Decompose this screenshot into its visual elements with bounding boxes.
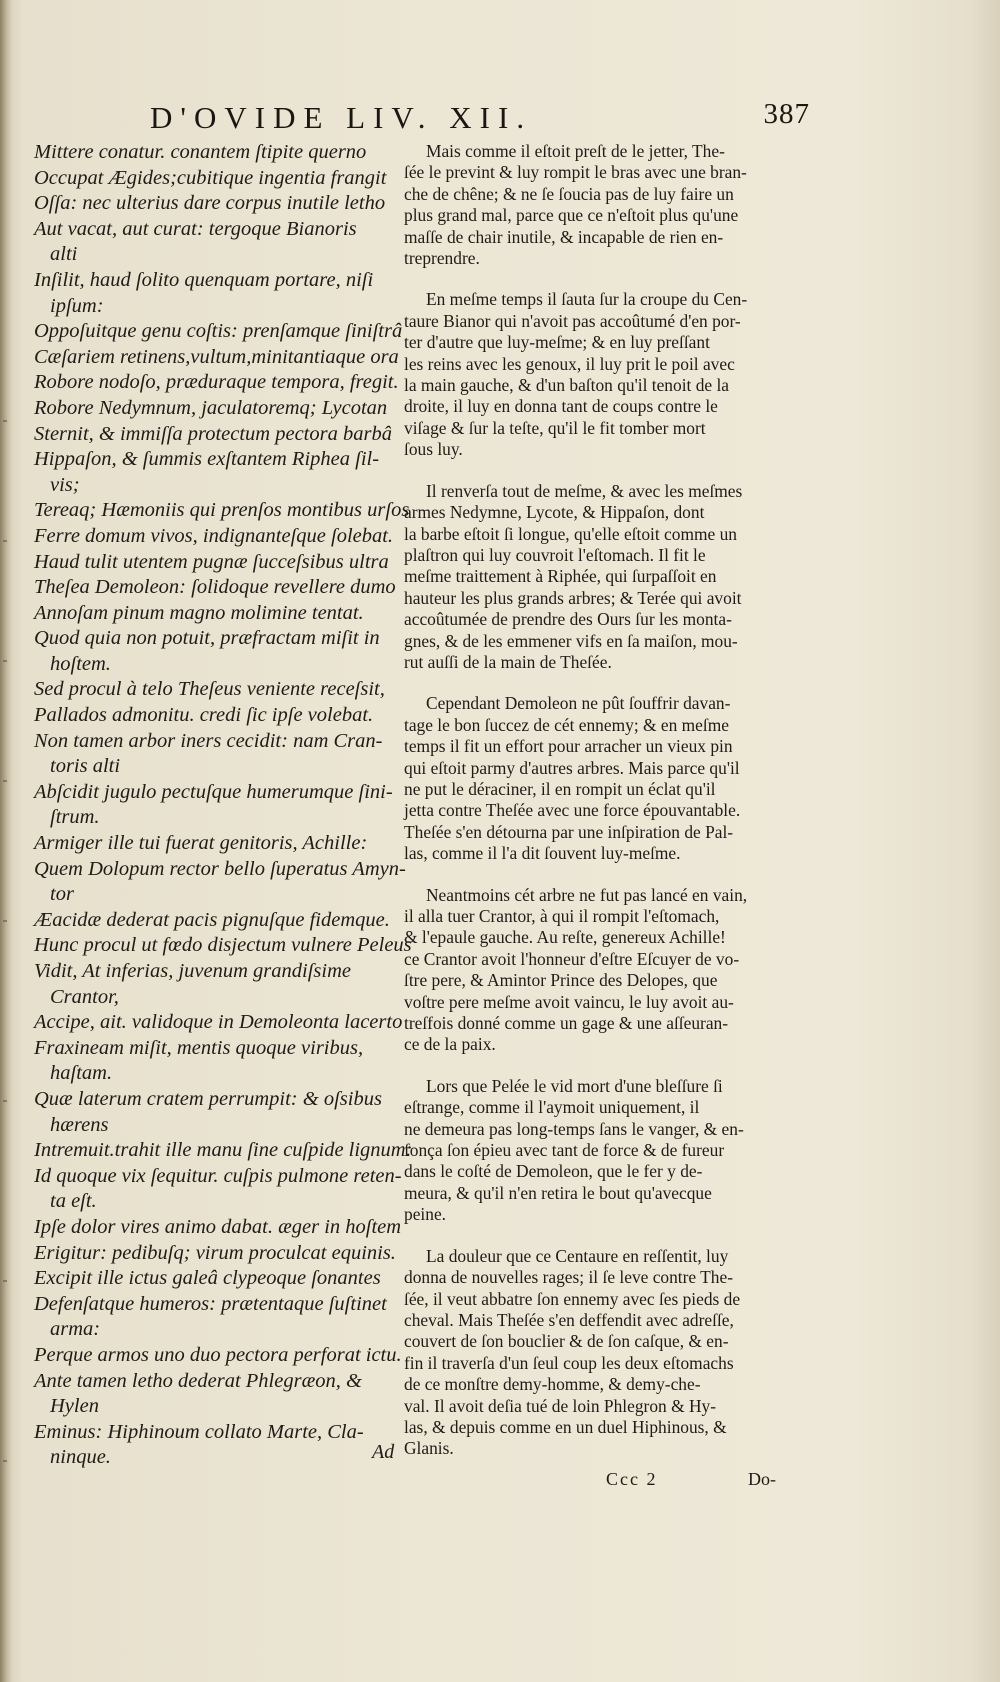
verse-line: Ferre domum vivos, indignanteſque ſolebat. — [34, 524, 394, 547]
prose-paragraph — [404, 1246, 788, 1460]
prose-line: & l'epaule gauche. Au reſte, genereux Achille! — [404, 927, 726, 948]
verse-line: haſtam. — [50, 1062, 113, 1085]
verse-line: Fraxineam miſit, mentis quoque viribus, — [34, 1036, 364, 1059]
verse-line: hærens — [50, 1113, 109, 1136]
prose-line: qui eſtoit parmy d'autres arbres. Mais parce qu'il — [404, 757, 740, 778]
verse-line: Sed procul à telo Theſeus veniente receſsit, — [34, 678, 385, 701]
prose-paragraph — [404, 1076, 788, 1226]
prose-line: il alla tuer Crantor, à qui il rompit l'eſtomach, — [404, 906, 720, 926]
verse-line: Ipſe dolor vires animo dabat. æger in hoſtem — [34, 1215, 402, 1238]
prose-line: Il renverſa tout de meſme, & avec les meſmes — [426, 480, 743, 501]
prose-line: droite, il luy en donna tant de coups contre le — [404, 396, 718, 417]
prose-line: viſage & ſur la teſte, qu'il le fit tomber mort — [404, 417, 706, 438]
verse-line: arma: — [50, 1318, 101, 1341]
prose-line: donna de nouvelles rages; il ſe leve contre The- — [404, 1267, 734, 1288]
prose-line: En meſme temps il ſauta ſur la croupe du Cen- — [426, 289, 748, 310]
prose-line: plaſtron qui luy couvroit l'eſtomach. Il fit le — [404, 544, 706, 565]
margin-marks — [3, 400, 13, 1500]
prose-line: la barbe eſtoit ſi longue, qu'elle eſtoit comme un — [404, 523, 737, 544]
page-number: 387 — [763, 98, 810, 130]
verse-line: Quæ laterum cratem perrumpit: & oſsibus — [34, 1087, 382, 1110]
prose-line: fin il traverſa d'un ſeul coup les deux eſtomachs — [404, 1352, 734, 1373]
prose-line: las, comme il l'a dit ſouvent luy-meſme. — [404, 843, 681, 864]
prose-line: hauteur les plus grands arbres; & Terée qui avoit — [404, 587, 742, 608]
verse-line: Cæſariem retinens,vultum,minitantiaque ora — [34, 345, 399, 368]
verse-line: Hippaſon, & ſummis exſtantem Riphea ſil- — [34, 448, 380, 471]
latin-verse-column — [34, 140, 414, 1471]
prose-line: ce de la paix. — [404, 1034, 496, 1055]
verse-line: Vidit, At inferias, juvenum grandiſsime — [34, 960, 351, 982]
verse-line: Ante tamen letho dederat Phlegræon, & — [34, 1369, 362, 1392]
verse-line: Hylen — [50, 1395, 99, 1418]
prose-line: ne put le déraciner, il en rompit un éclat qu'il — [404, 778, 716, 799]
prose-paragraph — [404, 141, 788, 269]
prose-line: plus grand mal, parce que ce n'eſtoit plus qu'une — [404, 205, 739, 226]
verse-line: Perque armos uno duo pectora perforat ictu. — [34, 1343, 402, 1366]
verse-line: Sternit, & immiſſa protectum pectora barbâ — [34, 422, 392, 445]
signature-mark: Ccc 2 — [606, 1469, 658, 1489]
verse-line: Aut vacat, aut curat: tergoque Bianoris — [34, 217, 357, 240]
verse-line: Quem Dolopum rector bello ſuperatus Amyn- — [34, 857, 406, 880]
prose-line: rut auſſi de la main de Theſée. — [404, 651, 612, 672]
prose-line: couvert de ſon bouclier & de ſon caſque, & en- — [404, 1331, 729, 1352]
prose-line: dans le coſté de Demoleon, que le fer y de- — [404, 1161, 703, 1182]
verse-line: Robore nodoſo, præduraque tempora, fregit. — [34, 371, 399, 394]
prose-line: peine. — [404, 1204, 447, 1225]
verse-line: Accipe, ait. validoque in Demoleonta lacerto — [34, 1011, 403, 1034]
verse-line: Oppoſuitque genu coſtis: prenſamque ſiniſtrâ — [34, 320, 403, 343]
prose-line: Theſée s'en détourna par une inſpiration de Pal- — [404, 821, 734, 842]
prose-line: las, & depuis comme en un duel Hiphinous, & — [404, 1416, 727, 1437]
verse-line: Mittere conatur. conantem ſtipite querno — [34, 141, 367, 163]
verse-line: Robore Nedymnum, jaculatoremq; Lycotan — [34, 396, 388, 419]
verse-line: Eminus: Hiphinoum collato Marte, Cla- — [34, 1420, 364, 1443]
prose-line: Neantmoins cét arbre ne fut pas lancé en vain, — [426, 884, 748, 905]
prose-line: ſous luy. — [404, 439, 463, 460]
header-title: D'OVIDE LIV. XII. — [150, 100, 533, 135]
verse-line: Abſcidit jugulo pectuſque humerumque ſini- — [34, 780, 393, 803]
prose-line: meſme traittement à Riphée, qui ſurpaſſoit en — [404, 566, 717, 587]
prose-line: eſtrange, comme il l'aymoit uniquement, il — [404, 1097, 700, 1118]
verse-line: ipſum: — [50, 294, 104, 317]
verse-line: Oſſa: nec ulterius dare corpus inutile letho — [34, 192, 386, 215]
prose-paragraph — [404, 885, 788, 1056]
verse-line: ninque. — [50, 1446, 111, 1469]
prose-line: val. Il avoit deſia tué de loin Phlegron & Hy- — [404, 1395, 716, 1416]
verse-line: Non tamen arbor iners cecidit: nam Cran- — [34, 729, 383, 752]
prose-line: ſée, il veut abbatre ſon ennemy avec ſes pieds de — [404, 1288, 741, 1309]
prose-line: Cependant Demoleon ne pût ſouffrir davan- — [426, 693, 731, 714]
verse-line: Hunc procul ut fœdo disjectum vulnere Peleus — [34, 934, 412, 957]
prose-paragraph — [404, 481, 788, 674]
french-prose-column — [404, 141, 788, 1460]
prose-line: jetta contre Theſée avec une force épouvantable. — [404, 800, 741, 821]
prose-line: taure Bianor qui n'avoit pas accoûtumé d'en por- — [404, 310, 741, 331]
prose-line: cheval. Mais Theſée s'en deffendit avec adreſſe, — [404, 1309, 734, 1330]
verse-line: Id quoque vix ſequitur. cuſpis pulmone reten- — [34, 1164, 402, 1187]
prose-line: voſtre pere meſme avoit vaincu, le luy avoit au- — [404, 991, 734, 1012]
prose-line: accoûtumée de prendre des Ours ſur les monta- — [404, 609, 732, 630]
prose-line: ter d'autre que luy-meſme; & en luy preſſant — [404, 332, 710, 353]
prose-line: ſée le prevint & luy rompit le bras avec une bran- — [404, 162, 747, 183]
prose-line: tage le bon ſuccez de cét ennemy; & en meſme — [404, 714, 729, 735]
verse-line: Theſea Demoleon: ſolidoque revellere dumo — [34, 576, 396, 599]
prose-line: ce Crantor avoit l'honneur d'eſtre Eſcuyer de vo- — [404, 948, 740, 969]
prose-line: Lors que Pelée le vid mort d'une bleſſure ſi — [426, 1075, 723, 1096]
prose-line: ne demeura pas long-temps ſans le vanger, & en- — [404, 1118, 744, 1139]
prose-line: armes Nedymne, Lycote, & Hippaſon, dont — [404, 502, 705, 523]
verse-line: tor — [50, 883, 74, 906]
verse-line: ſtrum. — [50, 806, 100, 829]
running-header — [150, 98, 810, 140]
prose-line: gnes, & de les emmener vifs en ſa maiſon, mou- — [404, 630, 738, 651]
verse-line: Quod quia non potuit, præfractam miſit in — [34, 627, 380, 650]
prose-line: de ce monſtre demy-homme, & demy-che- — [404, 1374, 701, 1395]
verse-line: Pallados admonitu. credi ſic ipſe volebat. — [34, 704, 374, 727]
prose-paragraph — [404, 693, 788, 864]
prose-line: ſtre pere, & Amintor Prince des Delopes, que — [404, 970, 718, 991]
verse-line: Annoſam pinum magno molimine tentat. — [34, 601, 364, 624]
verse-line: vis; — [50, 473, 80, 496]
prose-line: les reins avec les genoux, il luy prit le poil avec — [404, 353, 735, 374]
prose-line: meura, & qu'il n'en retira le bout qu'avecque — [404, 1182, 712, 1203]
verse-line: Tereaq; Hæmoniis qui prenſos montibus urſos — [34, 499, 410, 522]
verse-line: Intremuit.trahit ille manu ſine cuſpide lignum: — [34, 1139, 413, 1162]
verse-line: Æacidæ dederat pacis pignuſque fidemque. — [34, 908, 390, 931]
verse-line: Crantor, — [50, 985, 119, 1008]
prose-line: La douleur que ce Centaure en reſſentit, luy — [426, 1245, 729, 1266]
verse-line: toris alti — [50, 755, 121, 778]
verse-line: Occupat Ægides;cubitique ingentia frangit — [34, 166, 387, 189]
prose-paragraph — [404, 289, 788, 460]
prose-line: treſfois donné comme un gage & une aſſeuran- — [404, 1013, 729, 1034]
verse-line: Defenſatque humeros: prætentaque ſuſtinet — [34, 1292, 387, 1315]
prose-line: temps il fit un effort pour arracher un vieux pin — [404, 736, 733, 757]
prose-line: Mais comme il eſtoit preſt de le jetter, The- — [426, 141, 725, 161]
verse-line: ta eſt. — [50, 1190, 97, 1213]
verse-line: Armiger ille tui fuerat genitoris, Achille: — [34, 832, 368, 855]
prose-line: che de chêne; & ne ſe ſoucia pas de luy faire un — [404, 183, 734, 204]
prose-line: fonça ſon épieu avec tant de force & de fureur — [404, 1140, 725, 1161]
verse-line: alti — [50, 243, 78, 266]
verse-line: Excipit ille ictus galeâ clypeoque ſonantes — [34, 1267, 381, 1290]
verse-line: hoſtem. — [50, 652, 111, 675]
verse-line: Haud tulit utentem pugnæ ſucceſsibus ultra — [34, 550, 389, 573]
prose-line: treprendre. — [404, 248, 480, 269]
prose-line: Glanis. — [404, 1438, 454, 1459]
latin-catchword: Ad — [372, 1441, 395, 1463]
prose-line: la main gauche, & d'un baſton qu'il tenoit de la — [404, 375, 730, 396]
prose-line: maſſe de chair inutile, & incapable de rien en- — [404, 226, 724, 247]
catchword: Do- — [748, 1469, 776, 1489]
verse-line: Inſilit, haud ſolito quenquam portare, niſi — [34, 268, 374, 291]
verse-line: Erigitur: pedibuſq; virum proculcat equinis. — [34, 1241, 396, 1264]
